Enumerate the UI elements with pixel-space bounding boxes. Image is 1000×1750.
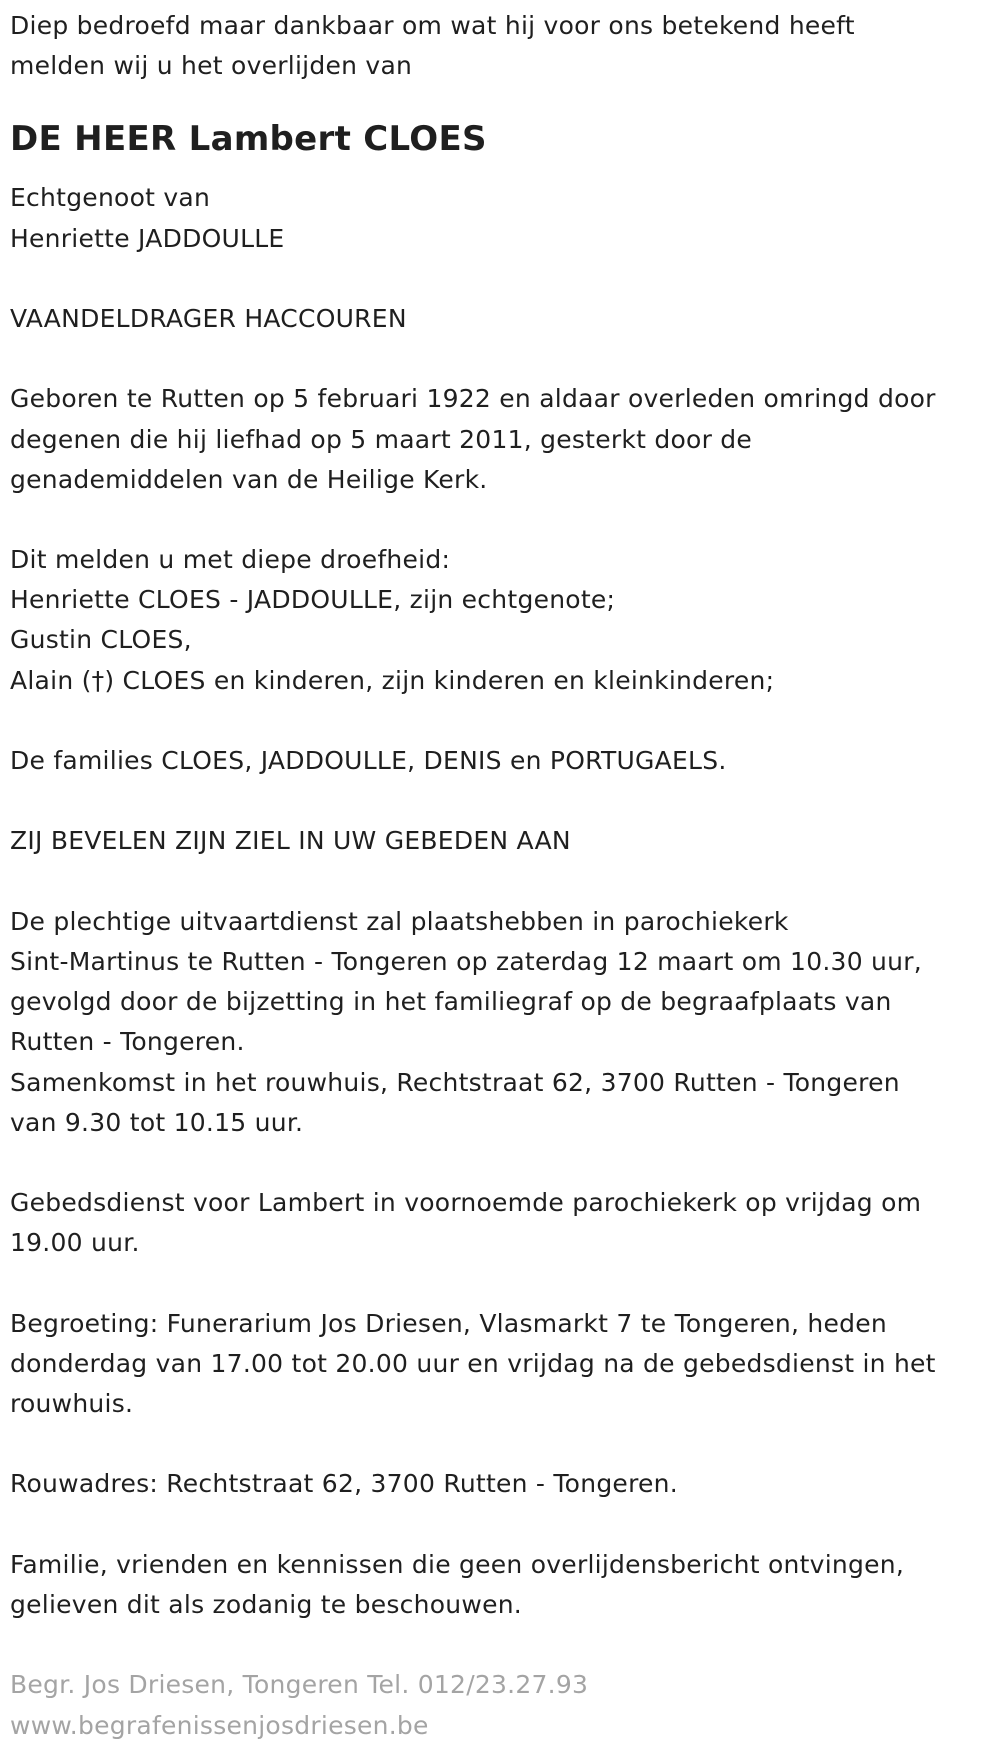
announcers-line: Dit melden u met diepe droefheid:: [10, 545, 451, 575]
spouse-line: Echtgenoot van: [10, 183, 211, 213]
closing-line: Familie, vrienden en kennissen die geen overlijdensbericht ontvingen,: [10, 1549, 905, 1579]
families-line: De families CLOES, JADDOULLE, DENIS en PORTUGAELS.: [10, 746, 727, 775]
birth-death-paragraph: [10, 379, 995, 500]
mourning-address-line: Rouwadres: Rechtstraat 62, 3700 Rutten - Tongeren.: [10, 1469, 678, 1499]
announcers-paragraph: [10, 540, 995, 701]
greeting-paragraph: [10, 1304, 995, 1425]
spouse-paragraph: [10, 178, 995, 258]
intro-paragraph: [10, 6, 995, 86]
funeral-line: De plechtige uitvaartdienst zal plaatshebben in parochiekerk: [10, 906, 789, 936]
funeral-line: Rutten - Tongeren.: [10, 1027, 245, 1057]
intro-line: melden wij u het overlijden van: [10, 51, 413, 81]
birth-death-line: genademiddelen van de Heilige Kerk.: [10, 464, 488, 494]
prayer-service-line: Gebedsdienst voor Lambert in voornoemde parochiekerk op vrijdag om: [10, 1188, 922, 1218]
intro-line: Diep bedroefd maar dankbaar om wat hij voor ons betekend heeft: [10, 11, 855, 40]
spouse-line: Henriette JADDOULLE: [10, 223, 285, 253]
death-notice: [10, 0, 995, 1746]
funeral-home-footer: [10, 1665, 995, 1745]
funeral-line: Sint-Martinus te Rutten - Tongeren op zaterdag 12 maart om 10.30 uur,: [10, 946, 922, 976]
announcers-line: Gustin CLOES,: [10, 625, 192, 655]
birth-death-line: Geboren te Rutten op 5 februari 1922 en aldaar overleden omringd door: [10, 384, 936, 414]
prayer-service-line: 19.00 uur.: [10, 1228, 140, 1258]
funeral-line: gevolgd door de bijzetting in het familiegraf op de begraafplaats van: [10, 987, 892, 1017]
closing-line: gelieven dit als zodanig te beschouwen.: [10, 1589, 523, 1619]
prayer-service-paragraph: [10, 1183, 995, 1263]
deceased-name-heading: DE HEER Lambert CLOES: [10, 119, 487, 160]
closing-paragraph: [10, 1545, 995, 1625]
prayer-request-line: ZIJ BEVELEN ZIJN ZIEL IN UW GEBEDEN AAN: [10, 826, 571, 856]
funeral-home-contact: Begr. Jos Driesen, Tongeren Tel. 012/23.27.93: [10, 1670, 589, 1700]
announcers-line: Henriette CLOES - JADDOULLE, zijn echtgenote;: [10, 585, 616, 615]
greeting-line: rouwhuis.: [10, 1389, 134, 1418]
funeral-line: Samenkomst in het rouwhuis, Rechtstraat 62, 3700 Rutten - Tongeren: [10, 1067, 900, 1097]
greeting-line: donderdag van 17.00 tot 20.00 uur en vrijdag na de gebedsdienst in het: [10, 1348, 936, 1378]
birth-death-line: degenen die hij liefhad op 5 maart 2011, gesterkt door de: [10, 424, 753, 454]
announcers-line: Alain (†) CLOES en kinderen, zijn kinderen en kleinkinderen;: [10, 665, 775, 695]
funeral-line: van 9.30 tot 10.15 uur.: [10, 1107, 304, 1137]
funeral-paragraph: [10, 902, 995, 1143]
funeral-home-website: www.begrafenissenjosdriesen.be: [10, 1710, 429, 1740]
role-line: VAANDELDRAGER HACCOUREN: [10, 303, 407, 333]
greeting-line: Begroeting: Funerarium Jos Driesen, Vlasmarkt 7 te Tongeren, heden: [10, 1308, 887, 1338]
